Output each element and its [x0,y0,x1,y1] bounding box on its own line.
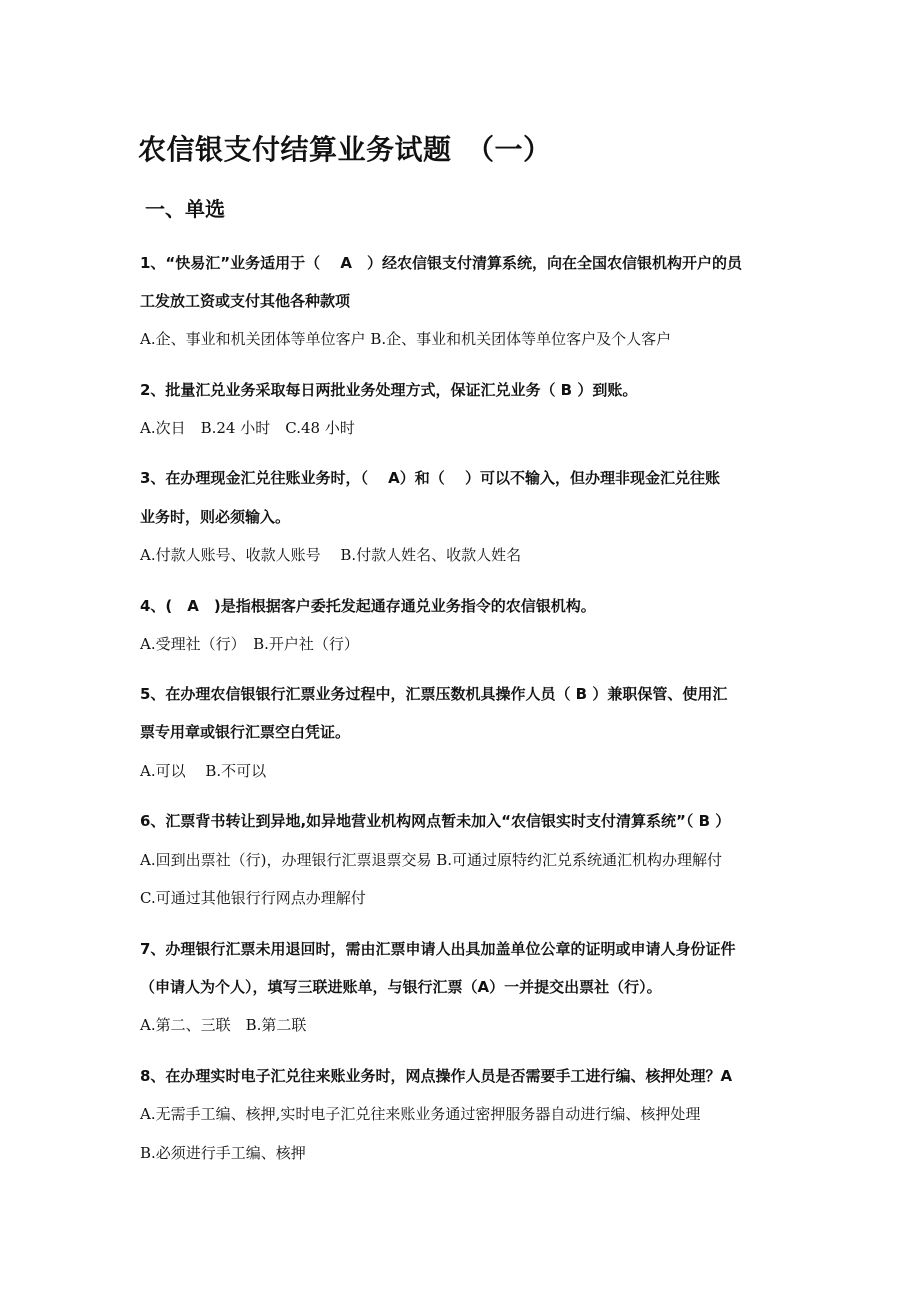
question-5-options: A.可以 B.不可以 [140,762,267,780]
page-title: 农信银支付结算业务试题 （一） [138,133,552,166]
question-8-line-1: 8、在办理实时电子汇兑往来账业务时，网点操作人员是否需要手工进行编、核押处理？A [140,1067,733,1085]
question-8-options-1: A.无需手工编、核押,实时电子汇兑往来账业务通过密押服务器自动进行编、核押处理 [140,1105,701,1123]
question-3-line-2: 业务时，则必须输入。 [140,508,291,526]
question-2-line-1: 2、批量汇兑业务采取每日两批业务处理方式，保证汇兑业务（ B ）到账。 [140,381,638,399]
question-3-options: A.付款人账号、收款人账号 B.付款人姓名、收款人姓名 [140,546,522,564]
question-1-line-2: 工发放工资或支付其他各种款项 [140,292,351,310]
question-6-line-1: 6、汇票背书转让到异地,如异地营业机构网点暂未加入“农信银实时支付清算系统”（ B ） [140,812,731,830]
section-title: 一、单选 [145,197,225,221]
question-5-line-2: 票专用章或银行汇票空白凭证。 [140,723,351,741]
question-7-options: A.第二、三联 B.第二联 [140,1016,307,1034]
question-7-line-2: （申请人为个人），填写三联进账单，与银行汇票（A）一并提交出票社（行）。 [140,978,662,996]
question-6-options-1: A.回到出票社（行)，办理银行汇票退票交易 B.可通过原特约汇兑系统通汇机构办理解付 [140,851,723,869]
question-1-options: A.企、事业和机关团体等单位客户 B.企、事业和机关团体等单位客户及个人客户 [140,330,672,348]
question-4-options: A.受理社（行） B.开户社（行） [140,635,359,653]
question-4-line-1: 4、( A )是指根据客户委托发起通存通兑业务指令的农信银机构。 [140,597,596,615]
question-5-line-1: 5、在办理农信银银行汇票业务过程中，汇票压数机具操作人员（ B ）兼职保管、使用汇 [140,685,728,703]
question-6-options-2: C.可通过其他银行行网点办理解付 [140,889,366,907]
question-8-options-2: B.必须进行手工编、核押 [140,1144,306,1162]
question-3-line-1: 3、在办理现金汇兑往账业务时，（ A）和（ ）可以不输入，但办理非现金汇兑往账 [140,469,720,487]
question-2-options: A.次日 B.24 小时 C.48 小时 [140,419,355,437]
question-7-line-1: 7、办理银行汇票未用退回时，需由汇票申请人出具加盖单位公章的证明或申请人身份证件 [140,940,736,958]
question-1-line-1: 1、“快易汇”业务适用于（ A ）经农信银支付清算系统，向在全国农信银机构开户的员 [140,254,742,272]
